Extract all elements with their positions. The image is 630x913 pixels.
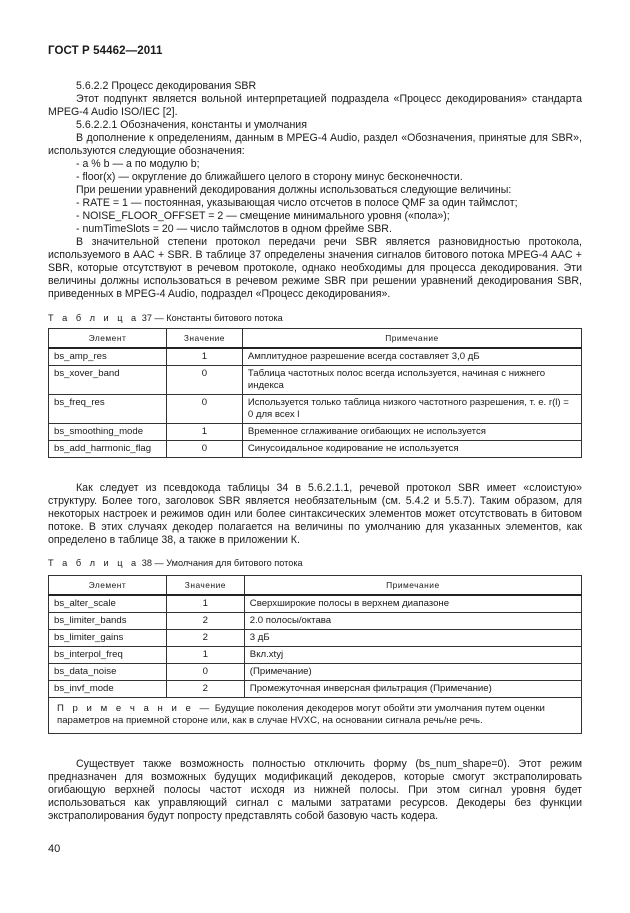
subsection-heading: 5.6.2.2 Процесс декодирования SBR bbox=[76, 80, 257, 92]
list-item: - floor(x) — округление до ближайшего целого в сторону минус бесконечности. bbox=[76, 171, 463, 183]
note-cell: Промежуточная инверсная фильтрация (Примечание) bbox=[244, 681, 581, 698]
table-caption-prefix: Т а б л и ц а bbox=[48, 558, 140, 568]
element-cell: bs_freq_res bbox=[49, 395, 167, 424]
element-cell: bs_interpol_freq bbox=[49, 647, 167, 664]
paragraph: При решении уравнений декодирования должны использоваться следующие величины: bbox=[76, 184, 512, 196]
table-row bbox=[49, 630, 582, 647]
column-header: Значение bbox=[166, 576, 244, 596]
table-38 bbox=[48, 575, 582, 734]
table-header-row bbox=[49, 329, 582, 349]
table-row bbox=[49, 595, 582, 613]
list-item: - NOISE_FLOOR_OFFSET = 2 — смещение минимального уровня («пола»); bbox=[76, 210, 450, 222]
element-cell: bs_amp_res bbox=[49, 348, 167, 366]
paragraph: Существует также возможность полностью отключить форму (bs_num_shape=0). Этот режим предназначен для возможных будущих модификаций декодеров, которые смогут экстраполировать огибающую верхней полосы частот исходя из нижней полосы. При этом сигнал уровня будет использоваться как управляющий сигнал с малыми затратами ресурсов. Декодеры без функции экстраполирования будут попросту представлять собой базовую часть кодера. bbox=[48, 758, 582, 822]
note-prefix: П р и м е ч а н и е — bbox=[57, 703, 213, 714]
paragraph: Этот подпункт является вольной интерпретацией подраздела «Процесс декодирования» стандарта MPEG-4 Audio ISO/IEC [2]. bbox=[48, 93, 582, 118]
closing-section bbox=[48, 758, 582, 823]
table-note bbox=[49, 698, 582, 734]
value-cell: 1 bbox=[166, 647, 244, 664]
table-header-row bbox=[49, 576, 582, 596]
table-row bbox=[49, 647, 582, 664]
value-cell: 2 bbox=[166, 681, 244, 698]
note-cell: Вкл.xtyj bbox=[244, 647, 581, 664]
element-cell: bs_limiter_bands bbox=[49, 613, 167, 630]
table-37 bbox=[48, 328, 582, 458]
table-row bbox=[49, 681, 582, 698]
value-cell: 2 bbox=[166, 630, 244, 647]
table-row bbox=[49, 664, 582, 681]
table-row bbox=[49, 441, 582, 458]
note-cell: 3 дБ bbox=[244, 630, 581, 647]
standard-header: ГОСТ Р 54462—2011 bbox=[48, 45, 163, 57]
table-row bbox=[49, 395, 582, 424]
element-cell: bs_invf_mode bbox=[49, 681, 167, 698]
column-header: Элемент bbox=[49, 576, 167, 596]
value-cell: 0 bbox=[166, 441, 242, 458]
note-cell: 2.0 полосы/октава bbox=[244, 613, 581, 630]
note-cell: Таблица частотных полос всегда используется, начиная с нижнего индекса bbox=[242, 366, 581, 395]
element-cell: bs_add_harmonic_flag bbox=[49, 441, 167, 458]
paragraph: Как следует из псевдокода таблицы 34 в 5.6.2.1.1, речевой протокол SBR имеет «слоистую» структуру. Более того, заголовок SBR является необязательным (см. 5.4.2 и 5.5.7). Таким образом, для некоторых настроек и режимов один или более синтаксических элементов может отсутствовать в битовом потоке. В этих случаях декодер полагается на величины по умолчанию для указанных элементов, как определено в таблице 38, а также в приложении К. bbox=[48, 482, 582, 546]
list-item: - a % b — a по модулю b; bbox=[76, 158, 200, 170]
column-header: Элемент bbox=[49, 329, 167, 349]
page-number: 40 bbox=[48, 843, 61, 855]
list-item: - RATE = 1 — постоянная, указывающая число отсчетов в полосе QMF за один таймслот; bbox=[76, 197, 518, 209]
table38-caption bbox=[48, 558, 303, 568]
table-row bbox=[49, 613, 582, 630]
value-cell: 1 bbox=[166, 348, 242, 366]
table37-caption bbox=[48, 313, 283, 323]
table-caption-text: 38 — Умолчания для битового потока bbox=[141, 558, 303, 568]
note-cell: Сверхширокие полосы в верхнем диапазоне bbox=[244, 595, 581, 613]
column-header: Значение bbox=[166, 329, 242, 349]
element-cell: bs_alter_scale bbox=[49, 595, 167, 613]
middle-section bbox=[48, 482, 582, 547]
value-cell: 0 bbox=[166, 664, 244, 681]
element-cell: bs_data_noise bbox=[49, 664, 167, 681]
value-cell: 2 bbox=[166, 613, 244, 630]
column-header: Примечание bbox=[244, 576, 581, 596]
subsection-heading: 5.6.2.2.1 Обозначения, константы и умолчания bbox=[76, 119, 307, 131]
note-cell: Амплитудное разрешение всегда составляет 3,0 дБ bbox=[242, 348, 581, 366]
value-cell: 1 bbox=[166, 595, 244, 613]
table-caption-text: 37 — Константы битового потока bbox=[141, 313, 283, 323]
value-cell: 0 bbox=[166, 395, 242, 424]
element-cell: bs_xover_band bbox=[49, 366, 167, 395]
list-item: - numTimeSlots = 20 — число таймслотов в одном фрейме SBR. bbox=[76, 223, 392, 235]
value-cell: 0 bbox=[166, 366, 242, 395]
intro-section bbox=[48, 80, 582, 301]
element-cell: bs_limiter_gains bbox=[49, 630, 167, 647]
note-cell: Синусоидальное кодирование не используется bbox=[242, 441, 581, 458]
value-cell: 1 bbox=[166, 424, 242, 441]
paragraph: В значительной степени протокол передачи речи SBR является разновидностью протокола, используемого в AAC + SBR. В таблице 37 определены значения сигналов битового потока MPEG-4 AAC + SBR, которые отсутствуют в речевом протоколе, однако необходимы для процесса декодирования. Эти величины должны использоваться в речевом режиме SBR при решении уравнений декодирования SBR, приведенных в MPEG-4 Audio, подраздел «Процесс декодирования». bbox=[48, 236, 582, 300]
element-cell: bs_smoothing_mode bbox=[49, 424, 167, 441]
table-row bbox=[49, 348, 582, 366]
table-caption-prefix: Т а б л и ц а bbox=[48, 313, 140, 323]
note-text: Будущие поколения декодеров могут обойти эти умолчания путем оценки параметров на приемной стороне или, как в случае HVXC, на основании сигнала речь/не речь. bbox=[57, 703, 545, 726]
note-cell: Используется только таблица низкого частотного разрешения, т. е. r(l) = 0 для всех l bbox=[242, 395, 581, 424]
table-row bbox=[49, 424, 582, 441]
table-row bbox=[49, 366, 582, 395]
column-header: Примечание bbox=[242, 329, 581, 349]
note-cell: Временное сглаживание огибающих не используется bbox=[242, 424, 581, 441]
note-cell: (Примечание) bbox=[244, 664, 581, 681]
table-note-row bbox=[49, 698, 582, 734]
paragraph: В дополнение к определениям, данным в MPEG-4 Audio, раздел «Обозначения, принятые для SBR», используются следующие обозначения: bbox=[48, 132, 582, 157]
